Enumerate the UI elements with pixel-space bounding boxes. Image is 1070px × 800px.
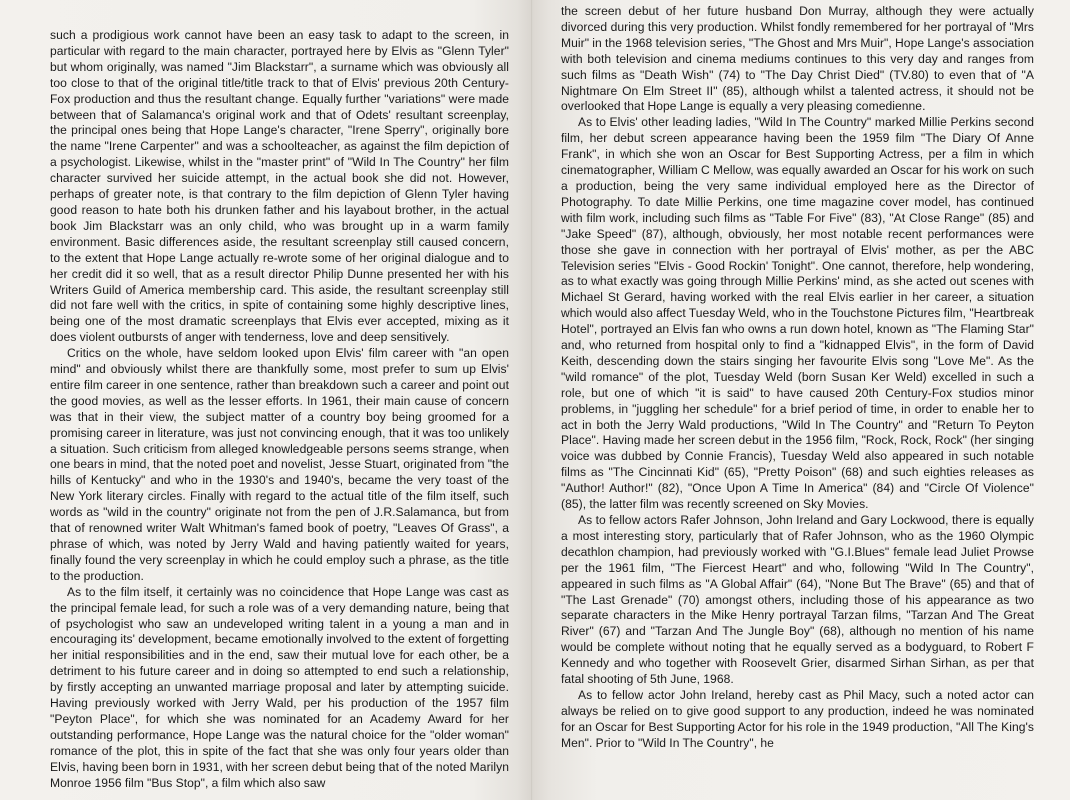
right-paragraph-1: the screen debut of her future husband Don Murray, although they were actually divorced during this very production. Whilst fondly remembered for her portrayal of "Mrs Muir" in the 1968 television series, "The Ghost and Mrs Muir", Hope Lange's association with both television and cinema mediums continues to this very day and ranges from such films as "Death Wish" (74) to "The Day Christ Died" (TV.80) to even that of "A Nightmare On Elm Street II" (85), although whilst a talented actress, it should not be overlooked that Hope Lange is equally a very pleasing comedienne. (561, 4, 1034, 114)
right-paragraph-2: As to Elvis' other leading ladies, "Wild In The Country" marked Millie Perkins second film, her debut screen appearance having been the 1959 film "The Diary Of Anne Frank", in which she won an Oscar for Best Supporting Actress, per a film in which cinematographer, William C Mellow, was equally awarded an Oscar for his work on such a production, being the very same individual employed here as the Director of Photography. To date Millie Perkins, one time magazine cover model, has continued with film work, including such films as "Table For Five" (83), "At Close Range" (85) and "Jake Speed" (87), although, obviously, her most notable recent performances were those she gave in connection with her portrayal of Elvis' mother, as per the ABC Television series "Elvis - Good Rockin' Tonight". One cannot, therefore, help wondering, as to what exactly was going through Millie Perkins' mind, as she acted out scenes with Michael St Gerard, having worked with the real Elvis earlier in her career, a situation which would also affect Tuesday Weld, who in the Touchstone Pictures film, "Heartbreak Hotel", portrayed an Elvis fan who owns a run down hotel, known as "The Flaming Star" and, who returned from hospital only to find a "kidnapped Elvis", in the form of David Keith, descending down the stairs singing her favourite Elvis song "Love Me". As the "wild romance" of the plot, Tuesday Weld (born Susan Ker Weld) excelled in such a role, but one of which "it is said" to have caused 20th Century-Fox studios minor problems, in "juggling her schedule" for a brief period of time, in order to enable her to act in both the Jerry Wald productions, "Wild In The Country" and "Return To Peyton Place". Having made her screen debut in the 1956 film, "Rock, Rock, Rock" (her singing voice was dubbed by Connie Francis), Tuesday Weld also appeared in such notable films as "The Cincinnati Kid" (65), "Pretty Poison" (68) and such eighties releases as "Author! Author!" (82), "Once Upon A Time In America" (84) and "Circle Of Violence" (85), the latter film was recently screened on Sky Movies. (561, 115, 1034, 512)
right-page (533, 0, 1070, 800)
left-page (0, 0, 533, 800)
left-paragraph-3: As to the film itself, it certainly was no coincidence that Hope Lange was cast as the principal female lead, for such a role was of a very demanding nature, being that of psychologist who saw an undeveloped writing talent in a young a man and in encouraging its' development, became emotionally involved to the extent of forgetting her initial responsibilities and in the end, saw their mutual love for each other, be a detriment to his future career and in doing so attempted to end such a relationship, by firstly accepting an unwanted marriage proposal and later by attempting suicide. Having previously worked with Jerry Wald, per his production of the 1957 film "Peyton Place", for which she was nominated for an Academy Award for her outstanding performance, Hope Lange was the natural choice for the "older woman" romance of the plot, this in spite of the fact that she was only four years older than Elvis, having been born in 1931, with her screen debut being that of the noted Marilyn Monroe 1956 film "Bus Stop", a film which also saw (50, 584, 509, 790)
left-paragraph-1: such a prodigious work cannot have been an easy task to adapt to the screen, in particular with regard to the main character, portrayed here by Elvis as "Glenn Tyler" but whom originally, was named "Jim Blackstarr", a surname which was obviously all too close to that of the original title/title track to that of Elvis' previous 20th Century-Fox production and thus the resultant change. Equally further "variations" were made between that of Salamanca's original work and that of Odets' resultant screenplay, the principal ones being that Hope Lange's character, "Irene Sperry", originally bore the name "Irene Carpenter" and was a schoolteacher, as against the film depiction of a psychologist. Likewise, whilst in the "master print" of "Wild In The Country" her film character survived her suicide attempt, in the actual book she did not. However, perhaps of greater note, is that contrary to the film depiction of Glenn Tyler having good reason to hate both his drunken father and his layabout brother, in the actual book Jim Blackstarr was an only child, who was brought up in a warm family environment. Basic differences aside, the resultant screenplay still caused concern, to the extent that Hope Lange actually re-wrote some of her original dialogue and to her credit did it so well, that as a result director Philip Dunne presented her with his Writers Guild of America membership card. This aside, the resultant screenplay still did not fare well with the critics, in spite of containing some highly descriptive lines, being one of the most dramatic screenplays that Elvis ever accepted, mixing as it does violent outbursts of anger with tenderness, love and deep sensitively. (50, 28, 509, 345)
right-paragraph-4: As to fellow actor John Ireland, hereby cast as Phil Macy, such a noted actor can always be relied on to give good support to any production, indeed he was nominated for an Oscar for Best Supporting Actor for his role in the 1949 production, "All The King's Men". Prior to "Wild In The Country", he (561, 687, 1034, 750)
right-paragraph-3: As to fellow actors Rafer Johnson, John Ireland and Gary Lockwood, there is equally a most interesting story, particularly that of Rafer Johnson, who as the 1960 Olympic decathlon champion, had previously worked with "G.I.Blues" female lead Juliet Prowse per the 1961 film, "The Fiercest Heart" and who, following "Wild In The Country", appeared in such films as "A Global Affair" (64), "None But The Brave" (65) and that of "The Last Grenade" (70) amongst others, including those of his appearance as two separate characters in the Mike Henry portrayal Tarzan films, "Tarzan And The Great River" (67) and "Tarzan And The Jungle Boy" (68), although no mention of his name would be complete without noting that he equally served as a bodyguard, to Robert F Kennedy and who together with Roosevelt Grier, disarmed Sirhan Sirhan, as per that fatal shooting of 5th June, 1968. (561, 513, 1034, 687)
left-paragraph-2: Critics on the whole, have seldom looked upon Elvis' film career with "an open mind" and obviously whilst there are thankfully some, most prefer to sum up Elvis' entire film career in one sentence, rather than breakdown such a career and point out the good movies, as well as the lesser efforts. In 1961, their main cause of concern was that in their view, the subject matter of a country boy being groomed for a promising career in literature, was just not convincing enough, that it was too unlikely a situation. Such criticism from alleged knowledgeable persons seems strange, when one bears in mind, that the noted poet and novelist, Jesse Stuart, originated from "the hills of Kentucky" and who in the 1930's and 1940's, became the very toast of the New York literary circles. Finally with regard to the actual title of the film itself, such words as "wild in the country" originate not from the pen of J.R.Salamanca, but from that of renowned writer Walt Whitman's famed book of poetry, "Leaves Of Grass", a phrase of which, was noted by Jerry Wald and having patiently waited for years, finally found the very screenplay in which he could employ such a phrase, as the title to the production. (50, 346, 509, 583)
